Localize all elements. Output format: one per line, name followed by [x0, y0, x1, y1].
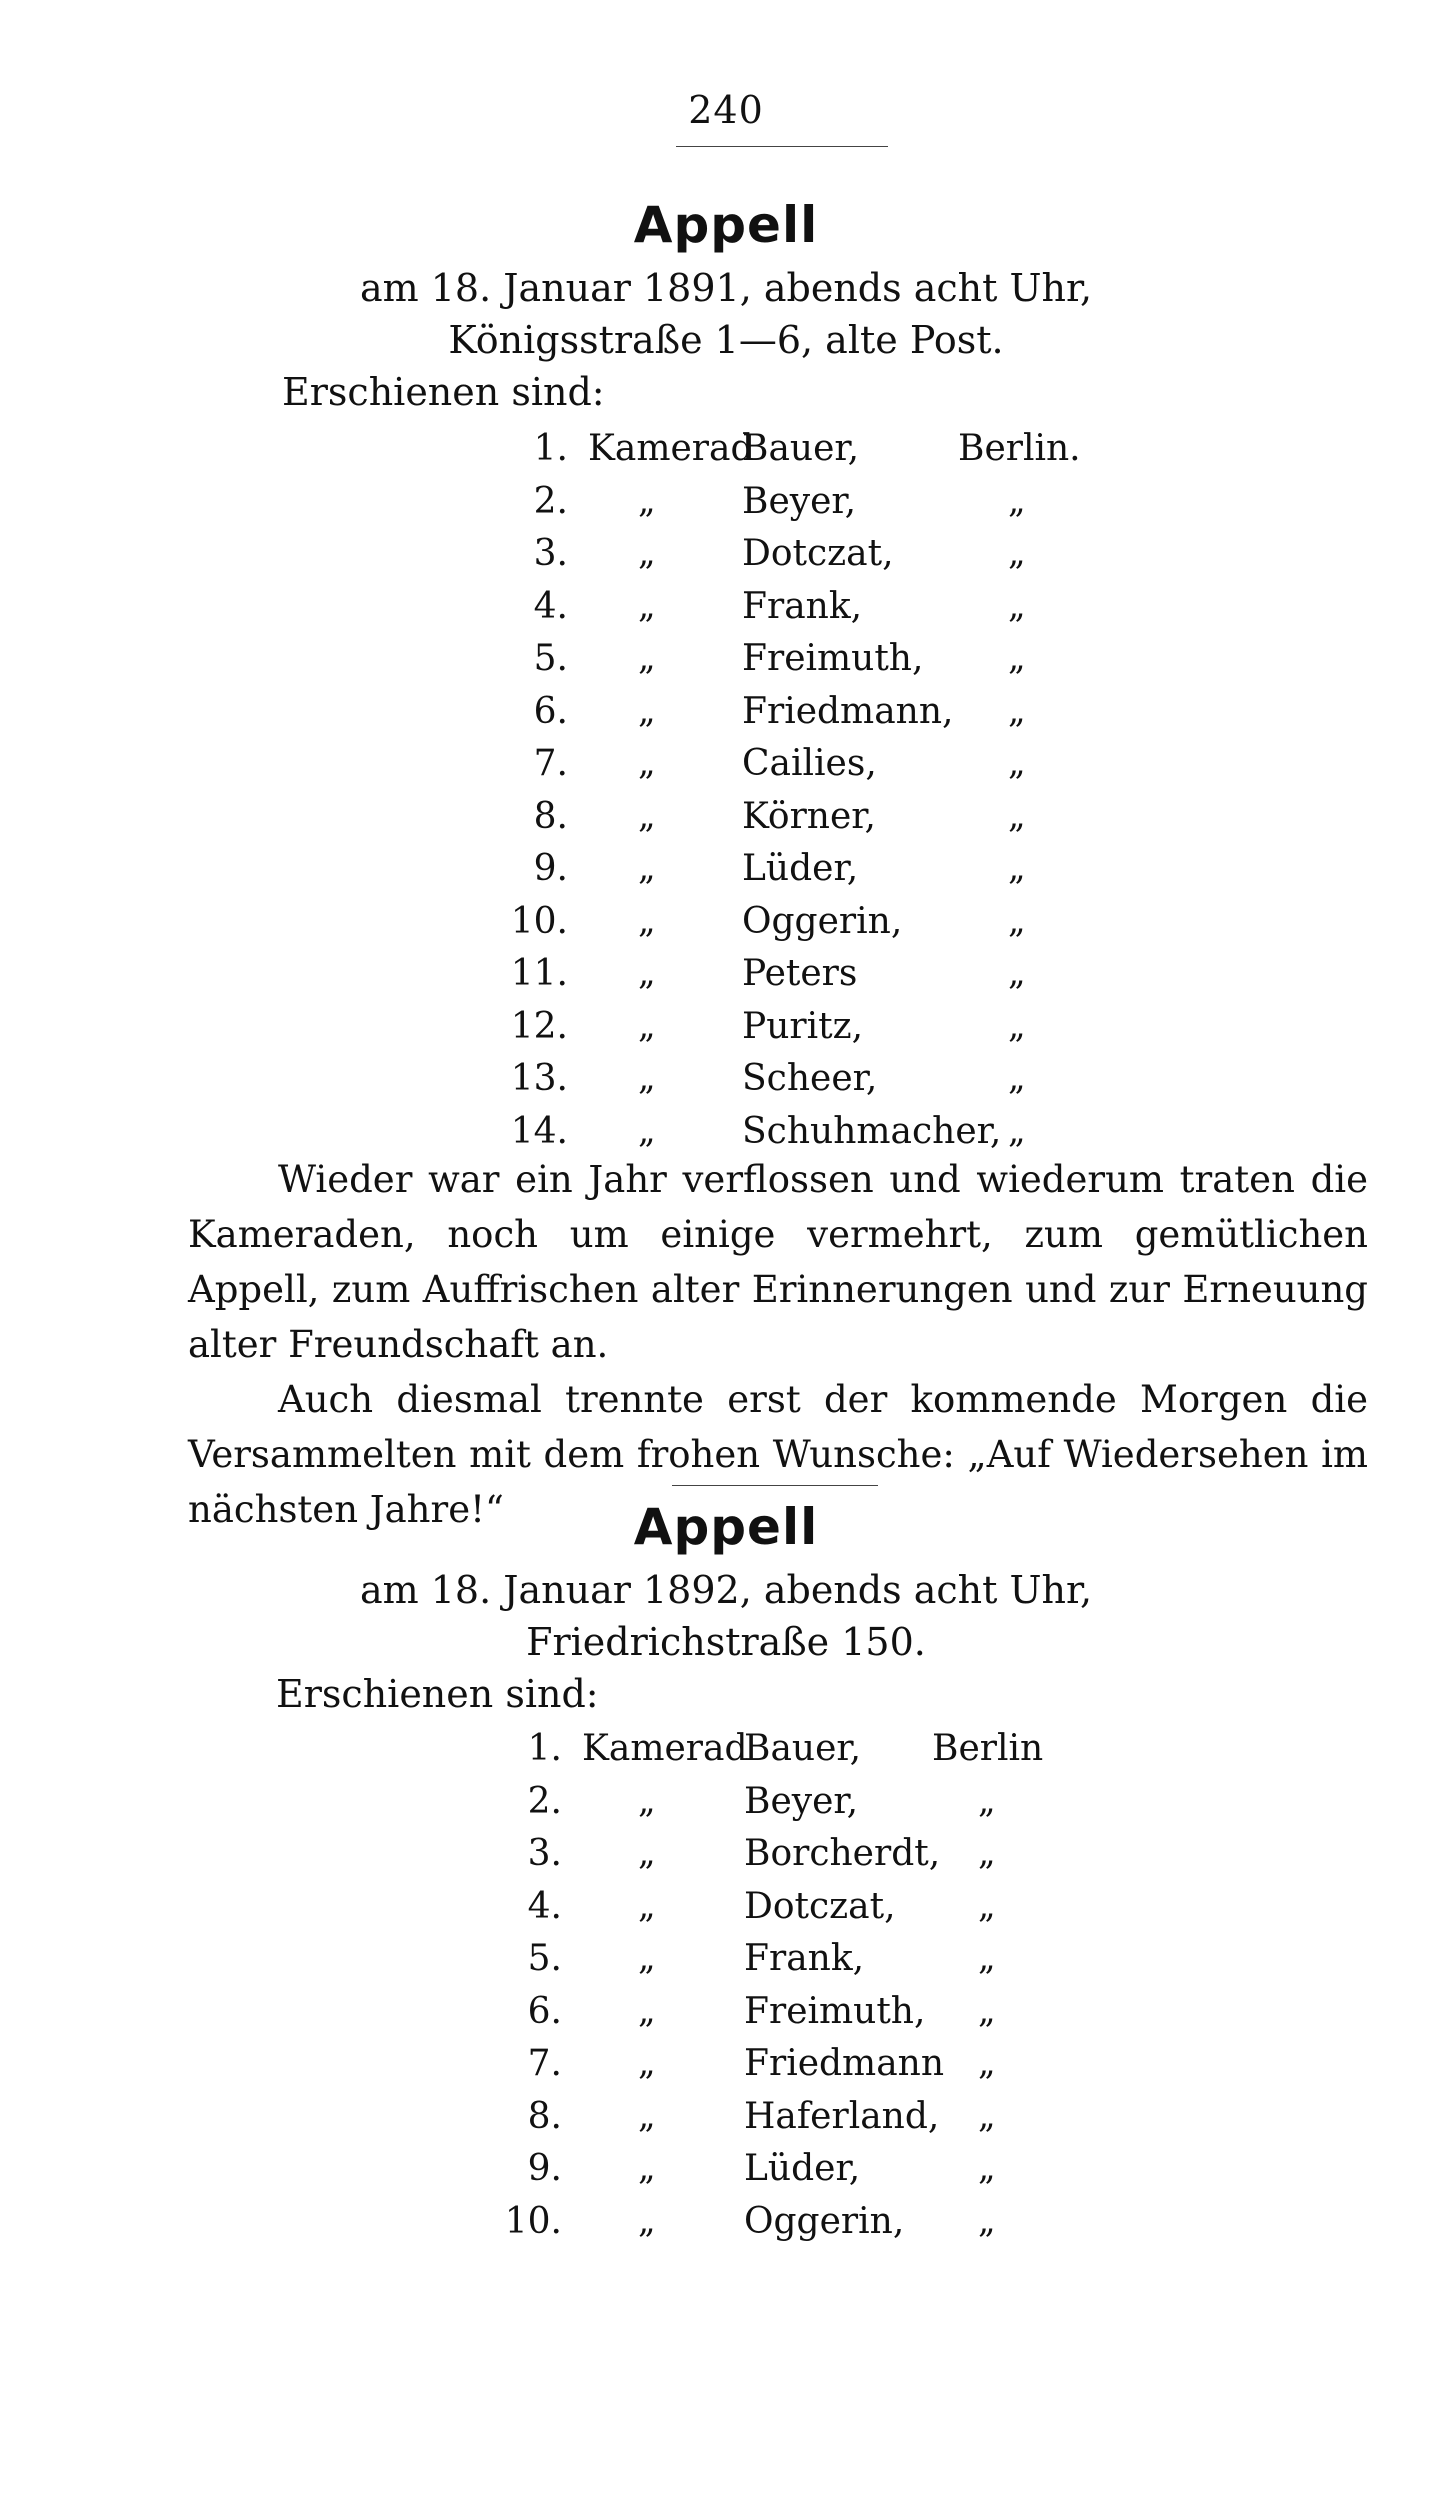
ditto-mark: „	[978, 1885, 996, 1926]
member-name: Haferland,	[744, 2095, 940, 2137]
appell-1891-date-line: am 18. Januar 1891, abends acht Uhr,	[359, 266, 1093, 310]
member-name: Körner,	[742, 795, 876, 837]
ditto-mark: „	[1008, 848, 1026, 888]
member-name: Bauer,	[744, 1728, 862, 1769]
member-name: Dotczat,	[742, 533, 894, 574]
appell-1892-address-line: Friedrichstraße 150.	[526, 1620, 926, 1664]
ditto-mark: „	[1008, 1110, 1026, 1151]
ditto-mark: „	[638, 2148, 656, 2188]
ditto-mark: „	[638, 2095, 656, 2136]
member-number: 10.	[504, 2200, 562, 2242]
member-number: 5.	[533, 638, 568, 679]
ditto-mark: „	[638, 1833, 656, 1873]
member-city: Berlin	[932, 1728, 1044, 1769]
ditto-mark: „	[1008, 743, 1026, 783]
ditto-mark: „	[638, 2043, 656, 2083]
section-divider	[672, 1485, 878, 1486]
appell-1892-date-line: am 18. Januar 1892, abends acht Uhr,	[359, 1568, 1093, 1612]
member-name: Puritz,	[742, 1005, 864, 1047]
member-name: Oggerin,	[744, 2200, 905, 2242]
member-number: 7.	[533, 743, 568, 784]
member-number: 8.	[533, 795, 568, 837]
ditto-mark: „	[638, 795, 656, 836]
ditto-mark: „	[978, 2043, 996, 2083]
page-number: 240	[688, 88, 764, 132]
ditto-mark: „	[638, 953, 656, 993]
member-number: 13.	[510, 1058, 568, 1099]
member-number: 2.	[527, 1780, 562, 1822]
member-number: 2.	[533, 480, 568, 522]
ditto-mark: „	[1008, 900, 1026, 941]
member-rank: Kamerad	[582, 1728, 748, 1769]
appell-1892-attendees-label: Erschienen sind:	[276, 1672, 599, 1716]
ditto-mark: „	[1008, 638, 1026, 678]
ditto-mark: „	[1008, 1005, 1026, 1046]
member-number: 1.	[533, 428, 568, 469]
member-number: 8.	[527, 2095, 562, 2137]
ditto-mark: „	[638, 1885, 656, 1926]
ditto-mark: „	[1008, 690, 1026, 731]
member-number: 14.	[510, 1110, 568, 1152]
member-name: Bauer,	[742, 428, 860, 469]
narrative-paragraph-1: Wieder war ein Jahr verflossen und wiederum traten die Kameraden, noch um einige vermehrt, zum gemütlichen Appell, zum Auffrischen alter Erinnerungen und zur Erneuung alter Freundschaft an.	[188, 1158, 1368, 1366]
ditto-mark: „	[638, 690, 656, 731]
ditto-mark: „	[1008, 585, 1026, 626]
member-name: Cailies,	[742, 743, 877, 784]
member-name: Peters	[742, 953, 858, 994]
top-divider	[676, 146, 888, 147]
ditto-mark: „	[638, 533, 656, 573]
appell-1892-title: Appell	[633, 1498, 819, 1556]
appell-1891-attendees-label: Erschienen sind:	[282, 370, 605, 414]
member-number: 3.	[533, 533, 568, 574]
member-number: 7.	[527, 2043, 562, 2084]
ditto-mark: „	[638, 1938, 656, 1978]
member-name: Schuhmacher,	[742, 1110, 1002, 1152]
member-rank: Kamerad	[588, 428, 754, 469]
member-name: Frank,	[742, 585, 863, 627]
member-number: 10.	[510, 900, 568, 942]
member-number: 9.	[527, 2148, 562, 2189]
ditto-mark: „	[638, 900, 656, 941]
member-name: Scheer,	[742, 1058, 878, 1099]
member-name: Frank,	[744, 1938, 865, 1979]
member-name: Beyer,	[744, 1780, 859, 1822]
member-number: 3.	[527, 1833, 562, 1874]
ditto-mark: „	[1008, 953, 1026, 993]
ditto-mark: „	[978, 1780, 996, 1821]
appell-1891-narrative	[188, 1152, 1368, 1537]
ditto-mark: „	[638, 1005, 656, 1046]
narrative-paragraph-2: Auch diesmal trennte erst der kommende Morgen die Versammelten mit dem frohen Wunsche: „Auf Wiedersehen im nächsten Jahre!“	[188, 1378, 1368, 1531]
member-number: 9.	[533, 848, 568, 889]
ditto-mark: „	[638, 1780, 656, 1821]
ditto-mark: „	[638, 1058, 656, 1098]
member-city: Berlin.	[958, 428, 1081, 469]
ditto-mark: „	[638, 743, 656, 783]
member-number: 6.	[533, 690, 568, 732]
appell-1891-address-line: Königsstraße 1—6, alte Post.	[448, 318, 1004, 362]
member-number: 6.	[527, 1990, 562, 2032]
ditto-mark: „	[978, 1990, 996, 2031]
member-name: Lüder,	[742, 848, 859, 889]
ditto-mark: „	[978, 1938, 996, 1978]
member-name: Friedmann,	[742, 690, 954, 732]
appell-1891-title: Appell	[633, 196, 819, 254]
member-name: Lüder,	[744, 2148, 861, 2189]
member-name: Oggerin,	[742, 900, 903, 942]
ditto-mark: „	[638, 1990, 656, 2031]
member-name: Dotczat,	[744, 1885, 896, 1927]
ditto-mark: „	[1008, 533, 1026, 573]
ditto-mark: „	[638, 2200, 656, 2241]
member-number: 12.	[510, 1005, 568, 1047]
ditto-mark: „	[1008, 795, 1026, 836]
ditto-mark: „	[978, 2200, 996, 2241]
ditto-mark: „	[1008, 480, 1026, 521]
member-number: 4.	[527, 1885, 562, 1927]
member-name: Freimuth,	[742, 638, 924, 679]
member-number: 5.	[527, 1938, 562, 1979]
ditto-mark: „	[978, 2095, 996, 2136]
ditto-mark: „	[638, 1110, 656, 1151]
ditto-mark: „	[638, 480, 656, 521]
member-name: Borcherdt,	[744, 1833, 941, 1874]
member-name: Friedmann	[744, 2043, 945, 2084]
member-number: 1.	[527, 1728, 562, 1769]
ditto-mark: „	[978, 2148, 996, 2188]
ditto-mark: „	[1008, 1058, 1026, 1098]
ditto-mark: „	[978, 1833, 996, 1873]
member-name: Freimuth,	[744, 1990, 926, 2032]
ditto-mark: „	[638, 638, 656, 678]
ditto-mark: „	[638, 848, 656, 888]
ditto-mark: „	[638, 585, 656, 626]
member-name: Beyer,	[742, 480, 857, 522]
member-number: 4.	[533, 585, 568, 627]
member-number: 11.	[510, 953, 568, 994]
